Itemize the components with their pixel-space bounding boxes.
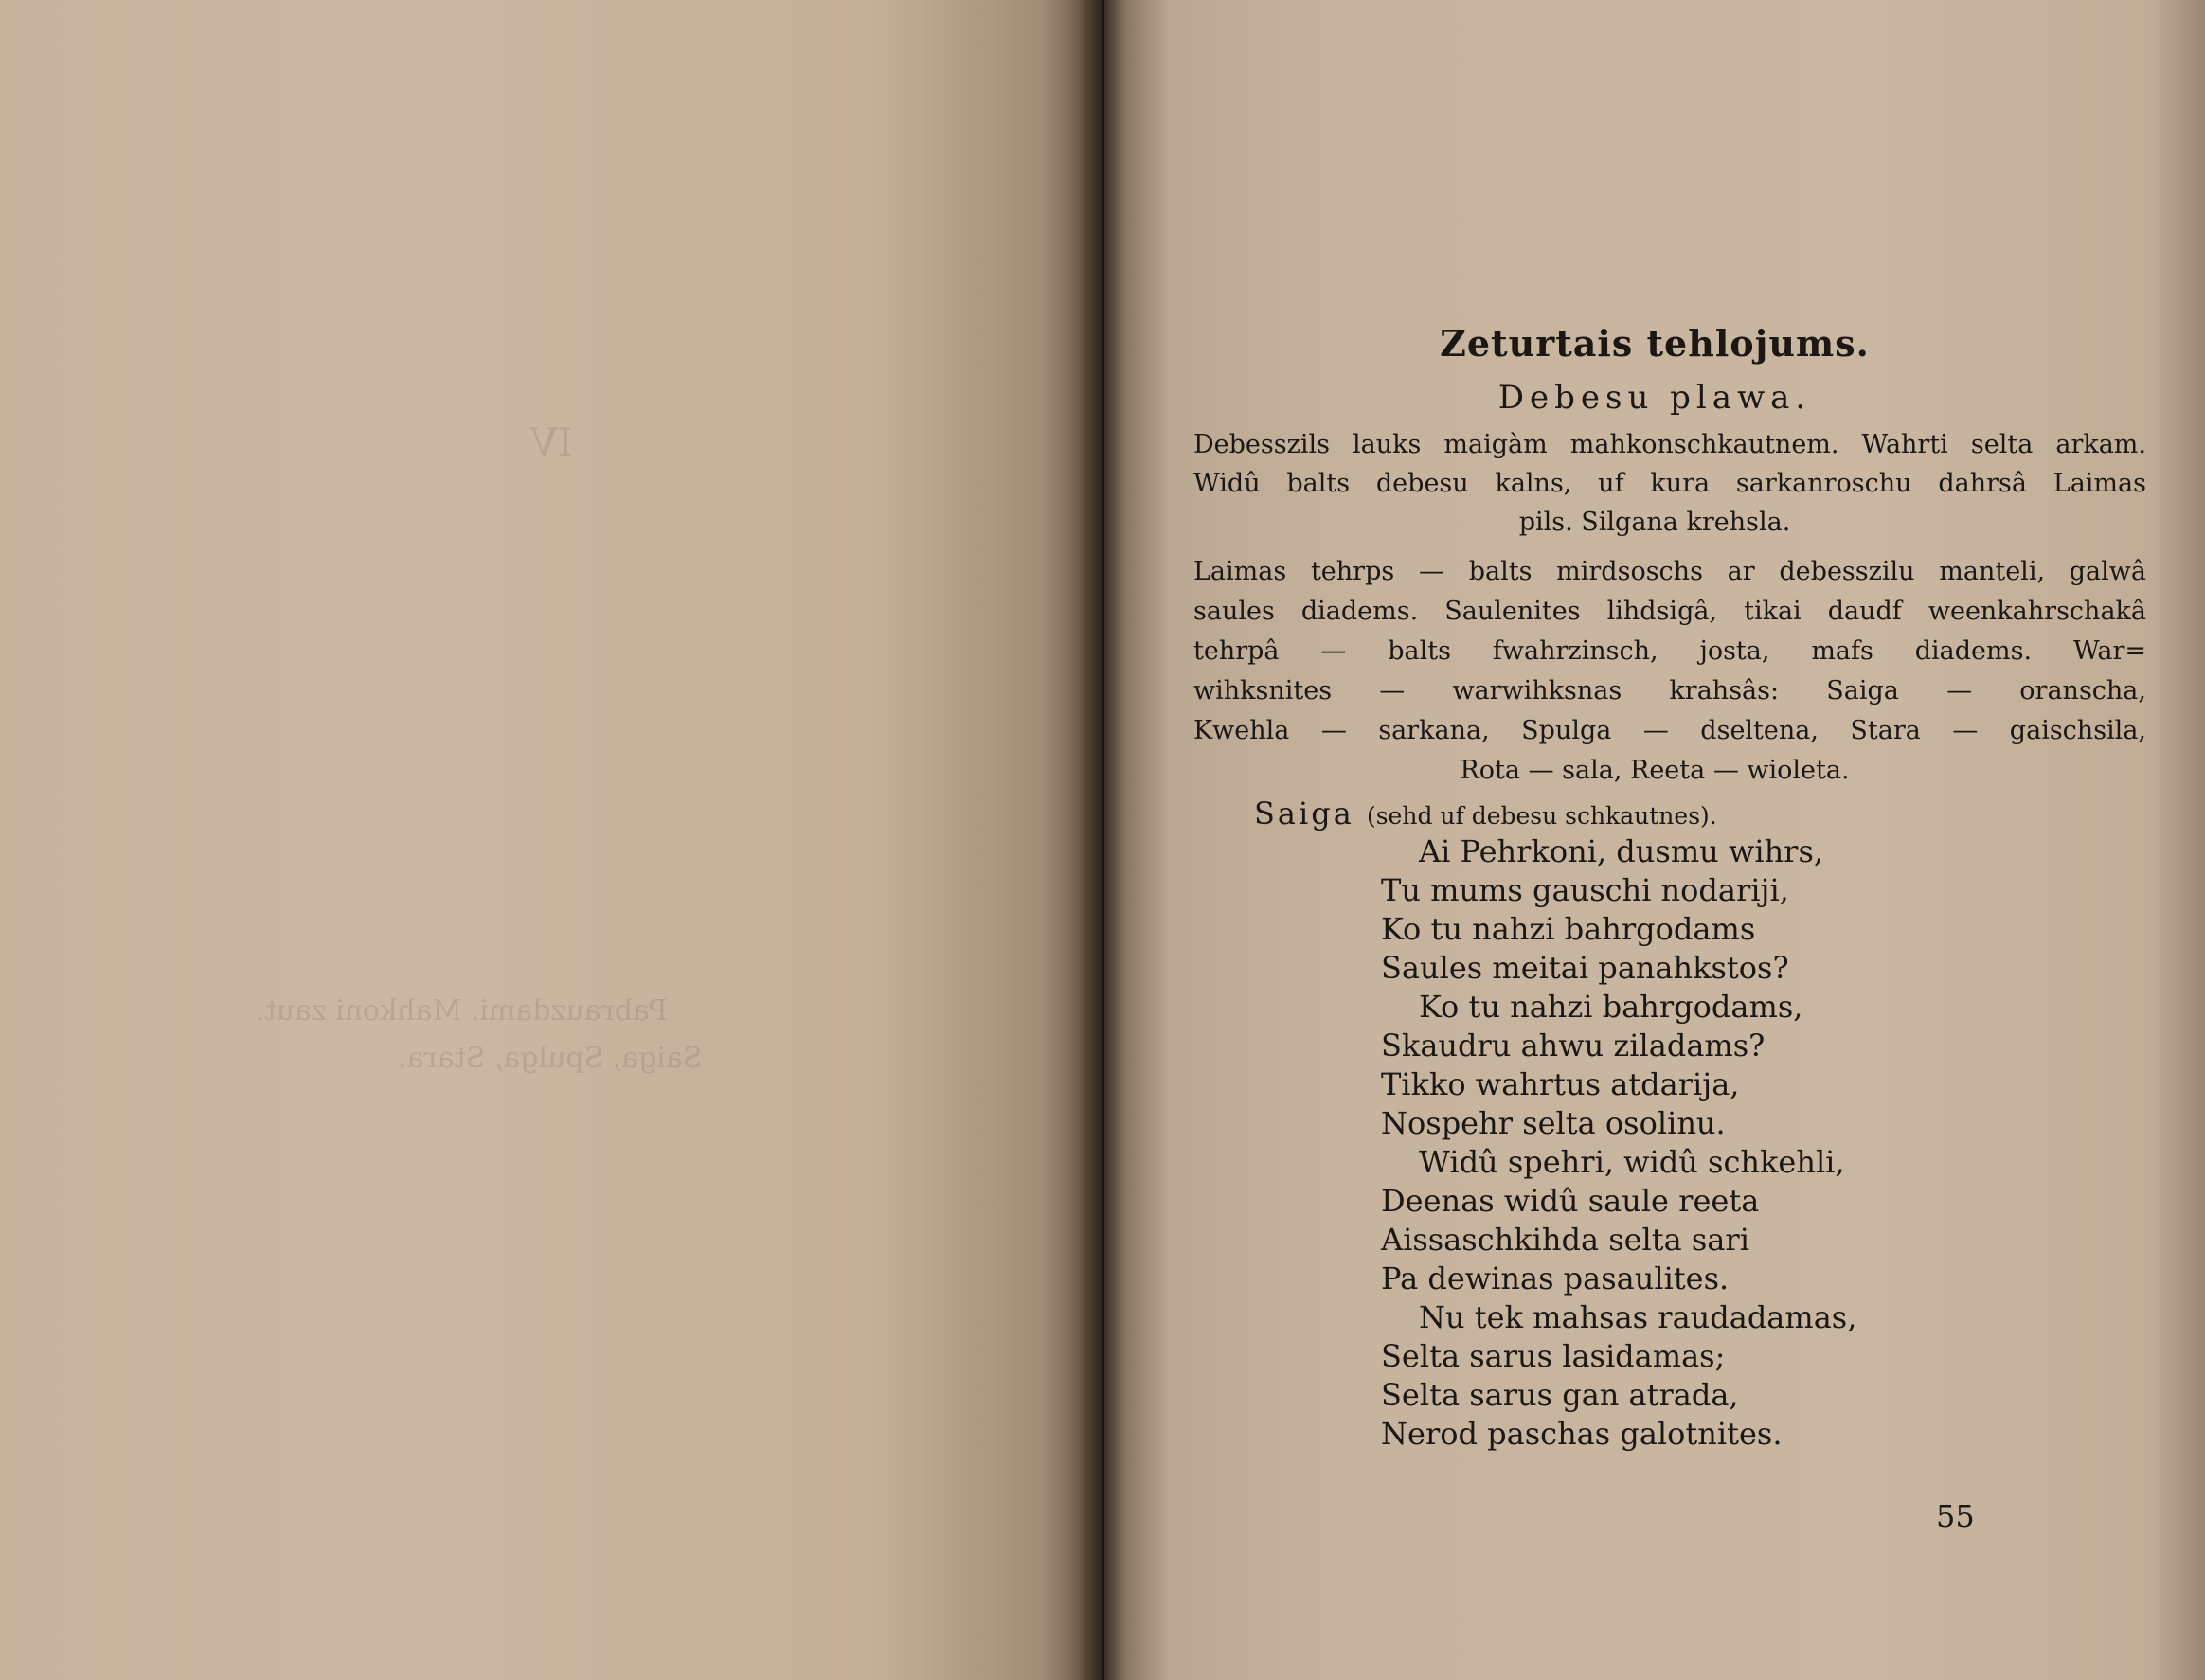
description-line: tehrpâ — balts fwahrzinsch, josta, mafs diadems. War= [1193,636,2146,666]
speaker-line [1254,795,1717,831]
verse-line: Aissaschkihda selta sari [1381,1222,1749,1258]
verse-line: Selta sarus gan atrada, [1381,1377,1739,1413]
verse-line: Widû spehri, widû schkehli, [1419,1144,1845,1180]
act-heading: Zeturtais tehlojums. [1440,322,1870,365]
right-page [1104,0,2205,1680]
verse-line: Tikko wahrtus atdarija, [1381,1066,1740,1102]
page-number: 55 [1936,1498,1975,1534]
description-line: saules diadems. Saulenites lihdsigâ, tikai daudf weenkahrschakâ [1193,597,2146,626]
description-line: Debesszils lauks maigàm mahkonschkautnem. Wahrti selta arkam. [1193,430,2146,459]
description-line: pils. Silgana krehsla. [1518,508,1791,537]
verse-line: Nerod paschas galotnites. [1381,1416,1783,1452]
description-line: Kwehla — sarkana, Spulga — dseltena, Stara — gaischsila, [1193,716,2146,745]
speaker-name: Saiga [1254,795,1354,831]
description-line: Rota — sala, Reeta — wioleta. [1460,756,1850,785]
verse-line: Ko tu nahzi bahrgodams, [1419,989,1803,1025]
verse-line: Ai Pehrkoni, dusmu wihrs, [1419,833,1824,869]
book-spine [1042,0,1108,1680]
description-line: Widû balts debesu kalns, uf kura sarkanroschu dahrsâ Laimas [1193,469,2146,498]
verse-line: Ko tu nahzi bahrgodams [1381,911,1756,947]
verse-line: Saules meitai panahkstos? [1381,950,1789,986]
verse-line: Skaudru ahwu ziladams? [1381,1028,1766,1063]
show-through-line: Pabrauzdami. Mahkoni zaut. [256,994,668,1028]
description-line: Laimas tehrps — balts mirdsoschs ar debesszilu manteli, galwâ [1193,557,2146,586]
show-through-numeral: IV [530,421,573,465]
left-page [0,0,1102,1680]
verse-line: Tu mums gauschi nodariji, [1381,872,1789,908]
scene-title: Debesu plawa. [1497,379,1812,417]
description-line: wihksnites — warwihksnas krahsâs: Saiga — oranscha, [1193,676,2146,706]
verse-line: Nu tek mahsas raudadamas, [1419,1299,1857,1335]
show-through-line: Saiga, Spulga, Stara. [398,1042,703,1075]
verse-line: Deenas widû saule reeta [1381,1183,1760,1219]
verse-line: Selta sarus lasidamas; [1381,1338,1726,1374]
verse-line: Pa dewinas pasaulites. [1381,1260,1730,1296]
verse-line: Nospehr selta osolinu. [1381,1105,1726,1141]
stage-direction: (sehd uf debesu schkautnes). [1366,802,1717,830]
